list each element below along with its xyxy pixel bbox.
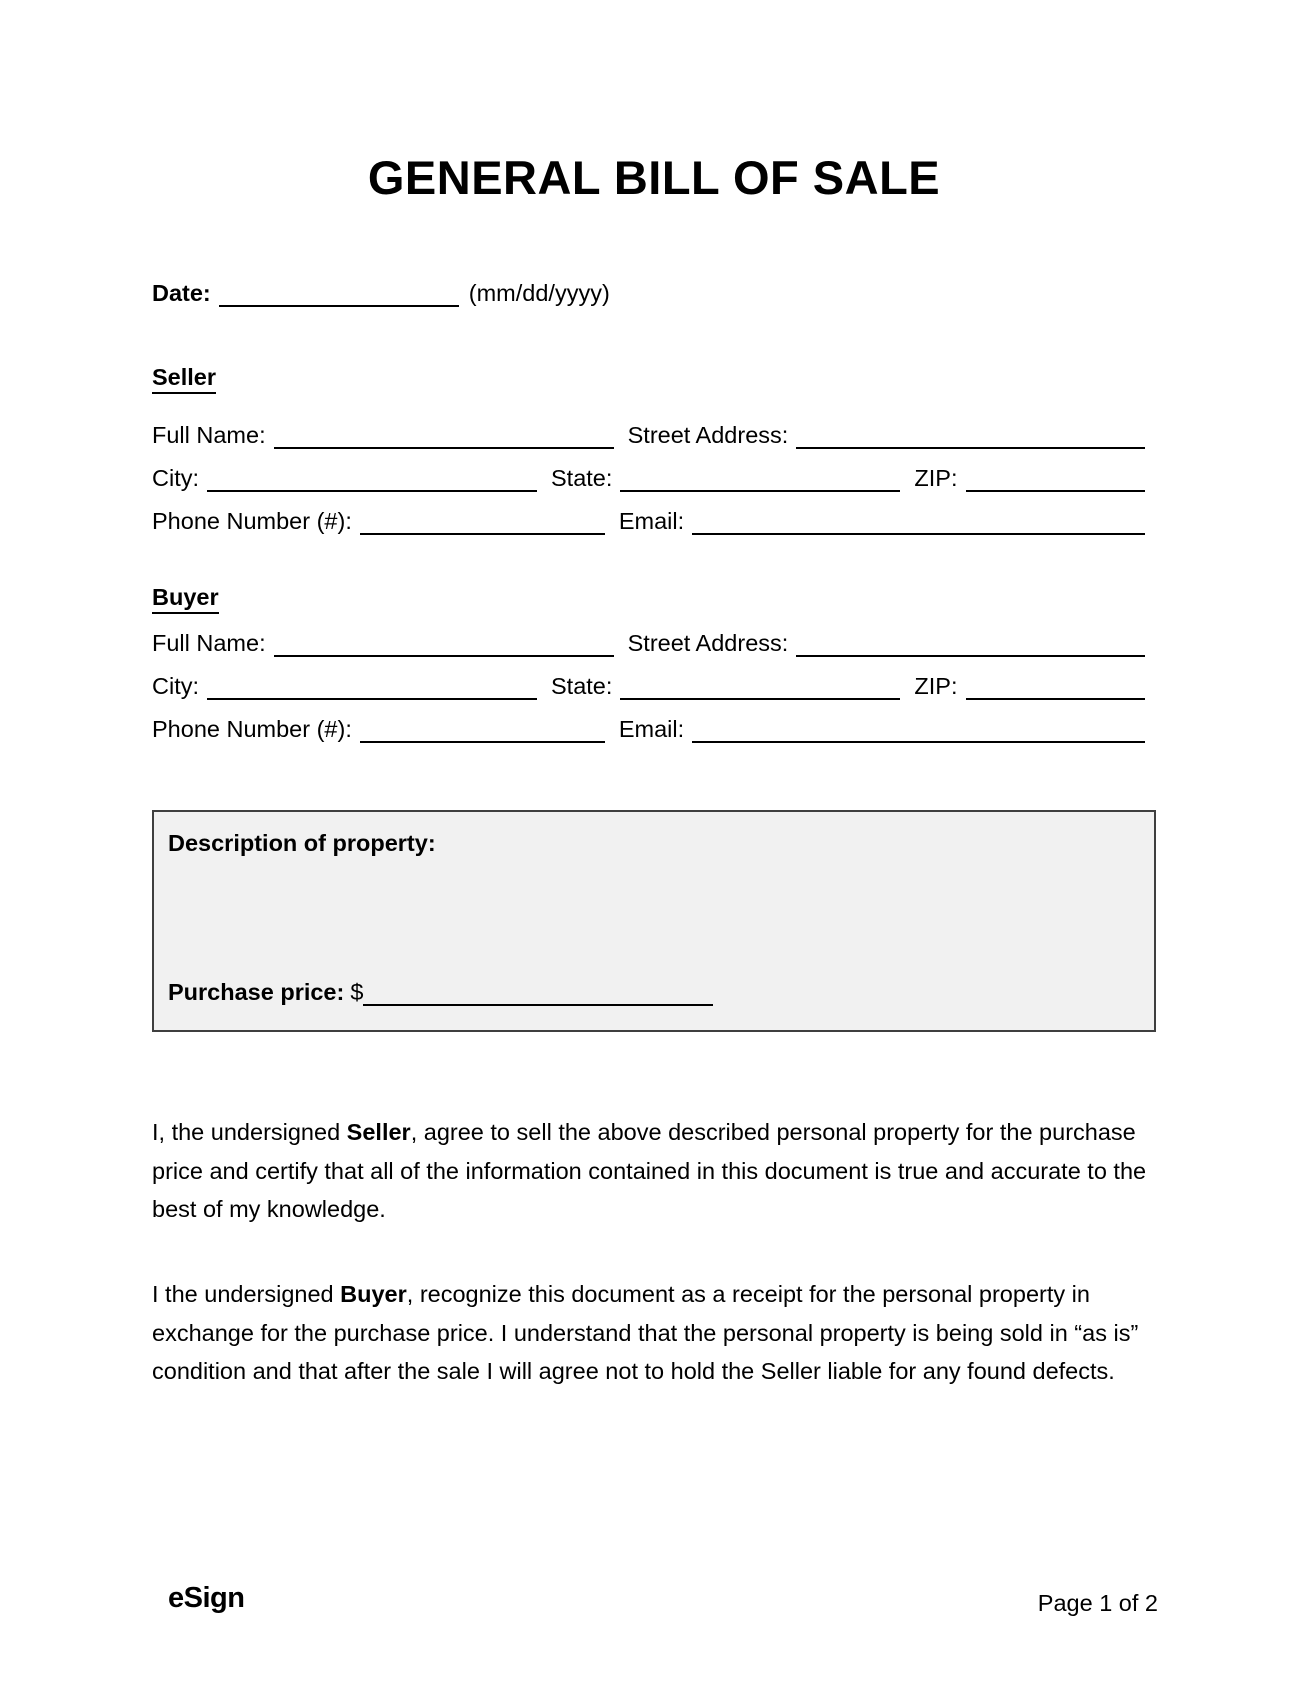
property-description-label: Description of property:	[168, 830, 436, 856]
buyer-street-address-label: Street Address:	[627, 630, 789, 656]
page-title: GENERAL BILL OF SALE	[367, 151, 941, 204]
buyer-clause-paragraph	[152, 1275, 1152, 1391]
seller-state-label: State:	[551, 465, 613, 491]
buyer-full-name-label: Full Name:	[152, 630, 266, 656]
seller-phone-label: Phone Number (#):	[152, 508, 352, 534]
buyer-city-state-zip-row	[152, 672, 1145, 700]
buyer-email-label: Email:	[618, 716, 685, 742]
date-format-hint: (mm/dd/yyyy)	[468, 280, 610, 306]
seller-full-name-label: Full Name:	[152, 422, 266, 448]
page-number-indicator: Page 1 of 2	[1037, 1590, 1158, 1616]
buyer-clause-term: Buyer	[340, 1281, 407, 1307]
seller-street-address-field[interactable]	[796, 421, 1145, 449]
seller-clause-term: Seller	[346, 1119, 411, 1145]
seller-clause-paragraph	[152, 1113, 1152, 1229]
seller-zip-field[interactable]	[966, 464, 1146, 492]
seller-clause-post: , agree to sell the above described personal property for the purchase price and certify that all of the information contained in this document is true and accurate to the best of my knowledge.	[152, 1119, 1147, 1222]
buyer-phone-field[interactable]	[360, 715, 605, 743]
buyer-section-heading: Buyer	[152, 584, 219, 614]
seller-city-state-zip-row	[152, 464, 1145, 492]
date-field[interactable]	[219, 279, 459, 307]
esign-logo: eSign	[168, 1582, 245, 1614]
seller-name-address-row	[152, 421, 1145, 449]
buyer-clause-pre: I the undersigned	[152, 1281, 341, 1307]
purchase-price-row	[168, 978, 1140, 1006]
purchase-price-label: Purchase price:	[168, 979, 345, 1005]
buyer-zip-label: ZIP:	[914, 673, 958, 699]
purchase-price-field[interactable]	[363, 978, 713, 1006]
seller-phone-field[interactable]	[360, 507, 605, 535]
buyer-state-field[interactable]	[620, 672, 900, 700]
seller-city-field[interactable]	[207, 464, 537, 492]
property-description-field[interactable]	[454, 830, 1140, 950]
buyer-state-label: State:	[551, 673, 613, 699]
buyer-clause-post: , recognize this document as a receipt for the personal property in exchange for the purchase price. I understand that the personal property is being sold in “as is” condition and that after the sale I will agree not to hold the Seller liable for any found defects.	[152, 1281, 1139, 1384]
seller-clause-pre: I, the undersigned	[152, 1119, 347, 1145]
seller-street-address-label: Street Address:	[627, 422, 789, 448]
seller-state-field[interactable]	[620, 464, 900, 492]
date-row	[152, 279, 1145, 307]
property-description-box[interactable]	[152, 810, 1156, 1032]
seller-section-heading: Seller	[152, 364, 216, 394]
buyer-email-field[interactable]	[692, 715, 1145, 743]
buyer-phone-email-row	[152, 715, 1145, 743]
seller-email-label: Email:	[618, 508, 685, 534]
buyer-full-name-field[interactable]	[274, 629, 614, 657]
seller-city-label: City:	[152, 465, 199, 491]
buyer-name-address-row	[152, 629, 1145, 657]
seller-full-name-field[interactable]	[274, 421, 614, 449]
seller-email-field[interactable]	[692, 507, 1145, 535]
seller-zip-label: ZIP:	[914, 465, 958, 491]
buyer-street-address-field[interactable]	[796, 629, 1145, 657]
buyer-city-label: City:	[152, 673, 199, 699]
buyer-phone-label: Phone Number (#):	[152, 716, 352, 742]
buyer-city-field[interactable]	[207, 672, 537, 700]
seller-phone-email-row	[152, 507, 1145, 535]
buyer-zip-field[interactable]	[966, 672, 1146, 700]
currency-symbol: $	[350, 979, 364, 1005]
date-label: Date:	[152, 280, 211, 306]
